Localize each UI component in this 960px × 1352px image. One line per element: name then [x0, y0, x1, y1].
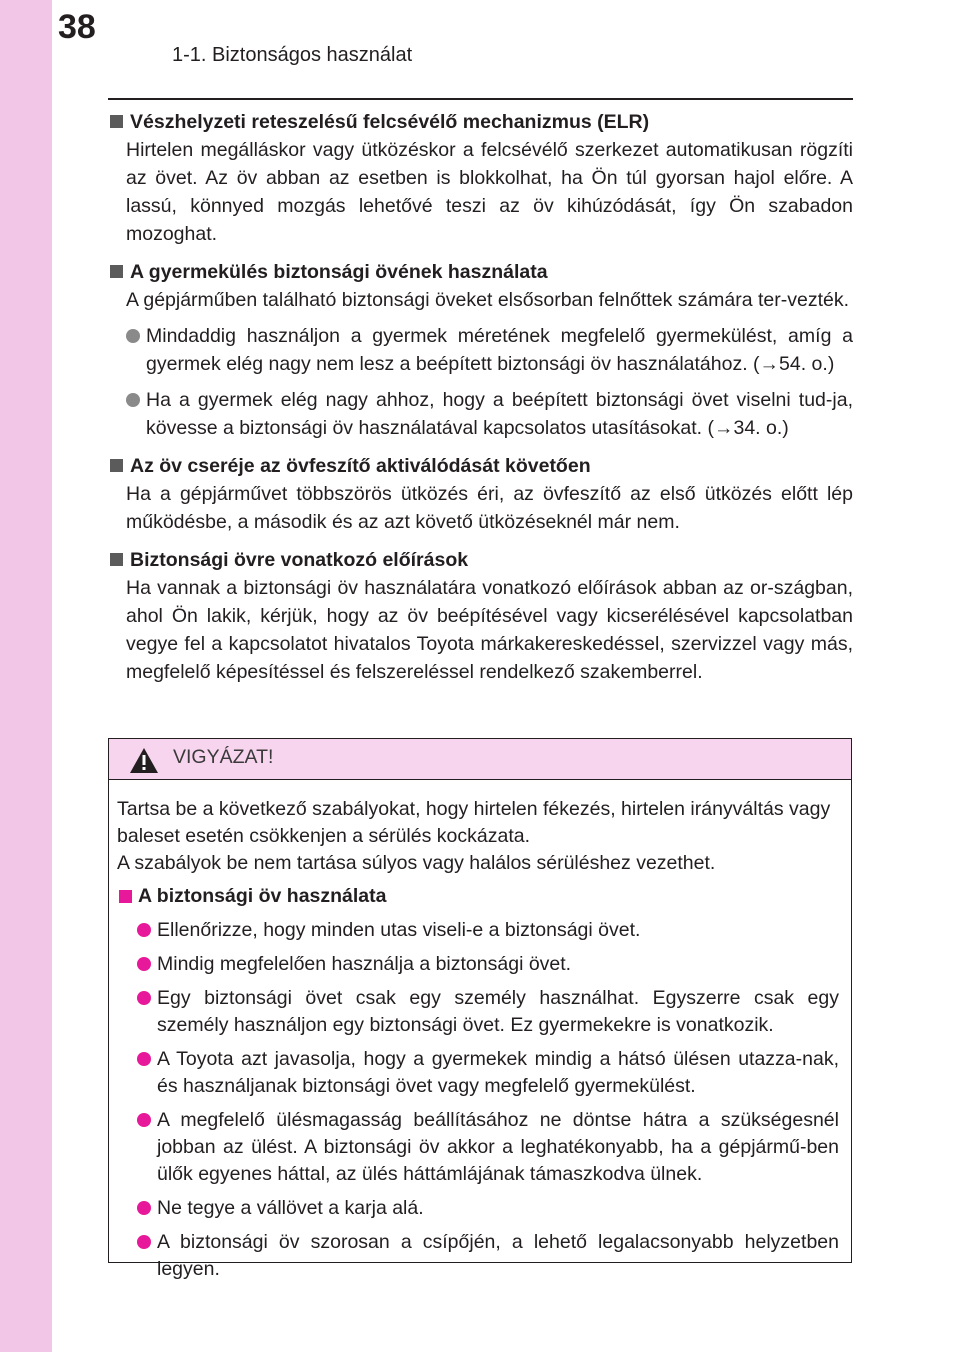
- page-side-bar: [0, 0, 52, 1352]
- circle-bullet-icon: [126, 393, 140, 407]
- list-item: A Toyota azt javasolja, hogy a gyermekek mindig a hátsó ülésen utazza-nak, és használjanak biztonsági övet vagy megfelelő gyermekülést.: [117, 1046, 839, 1100]
- list-item: Ellenőrizze, hogy minden utas viseli-e a biztonsági övet.: [117, 917, 839, 944]
- warning-title: VIGYÁZAT!: [173, 746, 274, 768]
- list-item: A megfelelő ülésmagasság beállításához ne döntse hátra a szükségesnél jobban az ülést. A biztonsági öv akkor a leghatékonyabb, ha a gépjármű-ben ülők egyenes háttal, az ülés háttámlájának támaszkodva ülnek.: [117, 1107, 839, 1188]
- square-bullet-icon: [110, 553, 123, 566]
- warning-box: [108, 738, 852, 1280]
- section-paragraph: Ha vannak a biztonsági öv használatára vonatkozó előírások abban az or-szágban, ahol Ön lakik, kérjük, hogy az öv beépítésével vagy kicserélésével kapcsolatban vegye fel a kapcsolatot hivatalos Toyota márkakereskedéssel, szervizzel vagy más, megfelelő képesítéssel és felszereléssel rendelkező szakemberrel.: [126, 577, 853, 683]
- section-paragraph: Ha a gépjárművet többszörös ütközés éri, az övfeszítő az első ütközés előtt lép működésbe, a második és az azt követő ütközéseknél már nem.: [126, 483, 853, 533]
- warning-triangle-icon: [129, 747, 159, 774]
- square-bullet-icon: [119, 890, 132, 903]
- circle-bullet-icon: [137, 991, 151, 1005]
- list-item: Ne tegye a vállövet a karja alá.: [117, 1195, 839, 1222]
- section-child-seat: [108, 258, 853, 442]
- section-heading: A gyermekülés biztonsági övének használata: [108, 258, 853, 286]
- list-item: Egy biztonsági övet csak egy személy használhat. Egyszerre csak egy személy használjon egy biztonsági övet. Ez gyermekekre is vonatkozik.: [117, 985, 839, 1039]
- warning-body: [109, 780, 851, 1283]
- list-item: A biztonsági öv szorosan a csípőjén, a lehető legalacsonyabb helyzetben legyen.: [117, 1229, 839, 1283]
- warning-subsection-heading: A biztonsági öv használata: [117, 883, 839, 910]
- list-item: Ha a gyermek elég nagy ahhoz, hogy a beépített biztonsági övet viselni tud-ja, kövesse a biztonsági öv használatával kapcsolatos utasításokat. (→34. o.): [108, 386, 853, 442]
- section-heading: Vészhelyzeti reteszelésű felcsévélő mechanizmus (ELR): [108, 108, 853, 136]
- section-heading: Az öv cseréje az övfeszítő aktiválódását követően: [108, 452, 853, 480]
- main-content: [108, 108, 853, 696]
- section-paragraph: A gépjárműben található biztonsági öveket elsősorban felnőttek számára ter-vezték.: [126, 289, 849, 311]
- section-regulations: [108, 546, 853, 686]
- square-bullet-icon: [110, 459, 123, 472]
- header-divider: [108, 98, 853, 100]
- section-elr: [108, 108, 853, 248]
- warning-intro: Tartsa be a következő szabályokat, hogy hirtelen fékezés, hirtelen irányváltás vagy baleset esetén csökkenjen a sérülés kockázata. A szabályok be nem tartása súlyos vagy halálos sérüléshez vezethet.: [117, 798, 831, 874]
- circle-bullet-icon: [137, 1052, 151, 1066]
- square-bullet-icon: [110, 265, 123, 278]
- circle-bullet-icon: [137, 1201, 151, 1215]
- section-paragraph: Hirtelen megálláskor vagy ütközéskor a felcsévélő szerkezet automatikusan rögzíti az övet. Az öv abban az esetben is blokkolhat, ha Ön túl gyorsan hajol előre. A lassú, könnyed mozgás lehetővé teszi az öv kihúzódását, így Ön szabadon mozoghat.: [126, 139, 853, 245]
- square-bullet-icon: [110, 115, 123, 128]
- circle-bullet-icon: [137, 923, 151, 937]
- list-item: Mindaddig használjon a gyermek méretének megfelelő gyermekülést, amíg a gyermek elég nagy nem lesz a beépített biztonsági öv használatához. (→54. o.): [108, 322, 853, 378]
- circle-bullet-icon: [126, 329, 140, 343]
- section-pretensioner: [108, 452, 853, 536]
- section-heading: Biztonsági övre vonatkozó előírások: [108, 546, 853, 574]
- list-item: Mindig megfelelően használja a biztonsági övet.: [117, 951, 839, 978]
- circle-bullet-icon: [137, 1113, 151, 1127]
- circle-bullet-icon: [137, 1235, 151, 1249]
- circle-bullet-icon: [137, 957, 151, 971]
- warning-header: [109, 739, 851, 780]
- section-title: 1-1. Biztonságos használat: [172, 44, 413, 66]
- page-number: 38: [58, 8, 96, 46]
